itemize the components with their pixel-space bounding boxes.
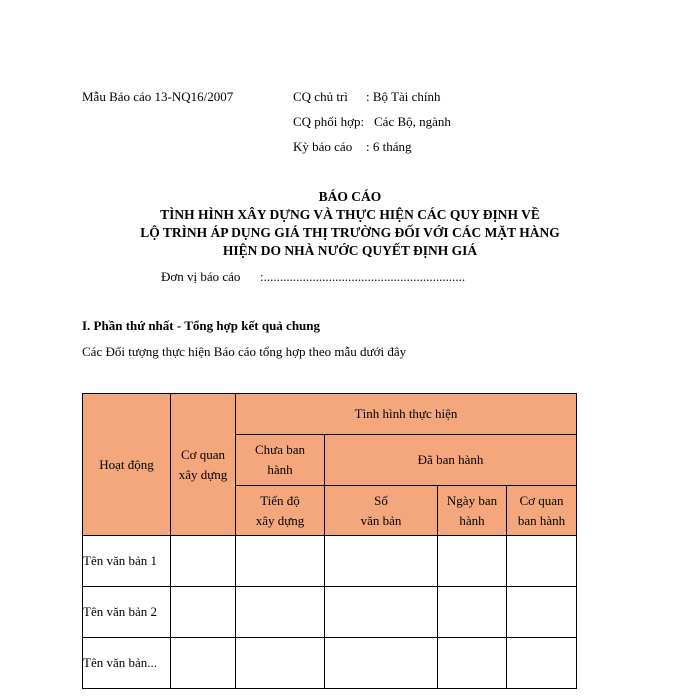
table-cell <box>507 638 577 689</box>
report-subtitle-line-3: HIỆN DO NHÀ NƯỚC QUYẾT ĐỊNH GIÁ <box>222 243 478 258</box>
table-cell <box>171 587 236 638</box>
table-cell <box>438 536 507 587</box>
table-cell <box>325 638 438 689</box>
table-row <box>83 536 577 587</box>
header-not-issued: Chưa ban hành <box>236 435 325 486</box>
table-cell <box>325 587 438 638</box>
coop-agency-label: CQ phối hợp: <box>293 114 365 129</box>
reporting-unit-label: Đơn vị báo cáo <box>161 269 241 284</box>
table-cell <box>507 536 577 587</box>
table-cell <box>507 587 577 638</box>
row-label: Tên văn bản 1 <box>83 536 171 587</box>
table-cell <box>171 536 236 587</box>
header-issued: Đã ban hành <box>325 435 577 486</box>
table-cell <box>171 638 236 689</box>
form-code: Mẫu Báo cáo 13-NQ16/2007 <box>82 89 234 104</box>
table-cell <box>325 536 438 587</box>
table-cell <box>236 536 325 587</box>
report-subtitle-line-2: LỘ TRÌNH ÁP DỤNG GIÁ THỊ TRƯỜNG ĐỐI VỚI CÁC MẶT HÀNG <box>140 225 560 240</box>
header-activity: Hoạt động <box>83 394 171 536</box>
reporting-unit-value: :.............................................................. <box>260 269 466 284</box>
section-intro: Các Đối tượng thực hiện Báo cáo tổng hợp theo mẫu dưới đây <box>82 344 407 359</box>
row-label: Tên văn bản 2 <box>83 587 171 638</box>
table-cell <box>236 638 325 689</box>
report-subtitle-line-1: TÌNH HÌNH XÂY DỰNG VÀ THỰC HIỆN CÁC QUY ĐỊNH VỀ <box>160 207 540 222</box>
header-agency: Cơ quan xây dựng <box>171 394 236 536</box>
header-progress: Tiến độ xây dựng <box>236 486 325 536</box>
period-value: : 6 tháng <box>366 139 412 154</box>
row-label: Tên văn bản... <box>83 638 171 689</box>
table-cell <box>236 587 325 638</box>
report-title: BÁO CÁO <box>318 189 382 204</box>
coop-agency-value: Các Bộ, ngành <box>374 114 451 129</box>
period-label: Kỳ báo cáo <box>293 139 353 154</box>
section-heading: I. Phần thứ nhất - Tổng hợp kết quả chung <box>82 318 321 333</box>
lead-agency-label: CQ chủ trì <box>293 89 348 104</box>
table-row <box>83 587 577 638</box>
table-row <box>83 638 577 689</box>
table-cell <box>438 638 507 689</box>
header-doc-number: Số văn bản <box>325 486 438 536</box>
lead-agency-value: : Bộ Tài chính <box>366 89 441 104</box>
table-cell <box>438 587 507 638</box>
header-issue-date: Ngày ban hành <box>438 486 507 536</box>
header-status: Tình hình thực hiện <box>236 394 577 435</box>
report-table <box>82 393 577 689</box>
header-issuer: Cơ quan ban hành <box>507 486 577 536</box>
